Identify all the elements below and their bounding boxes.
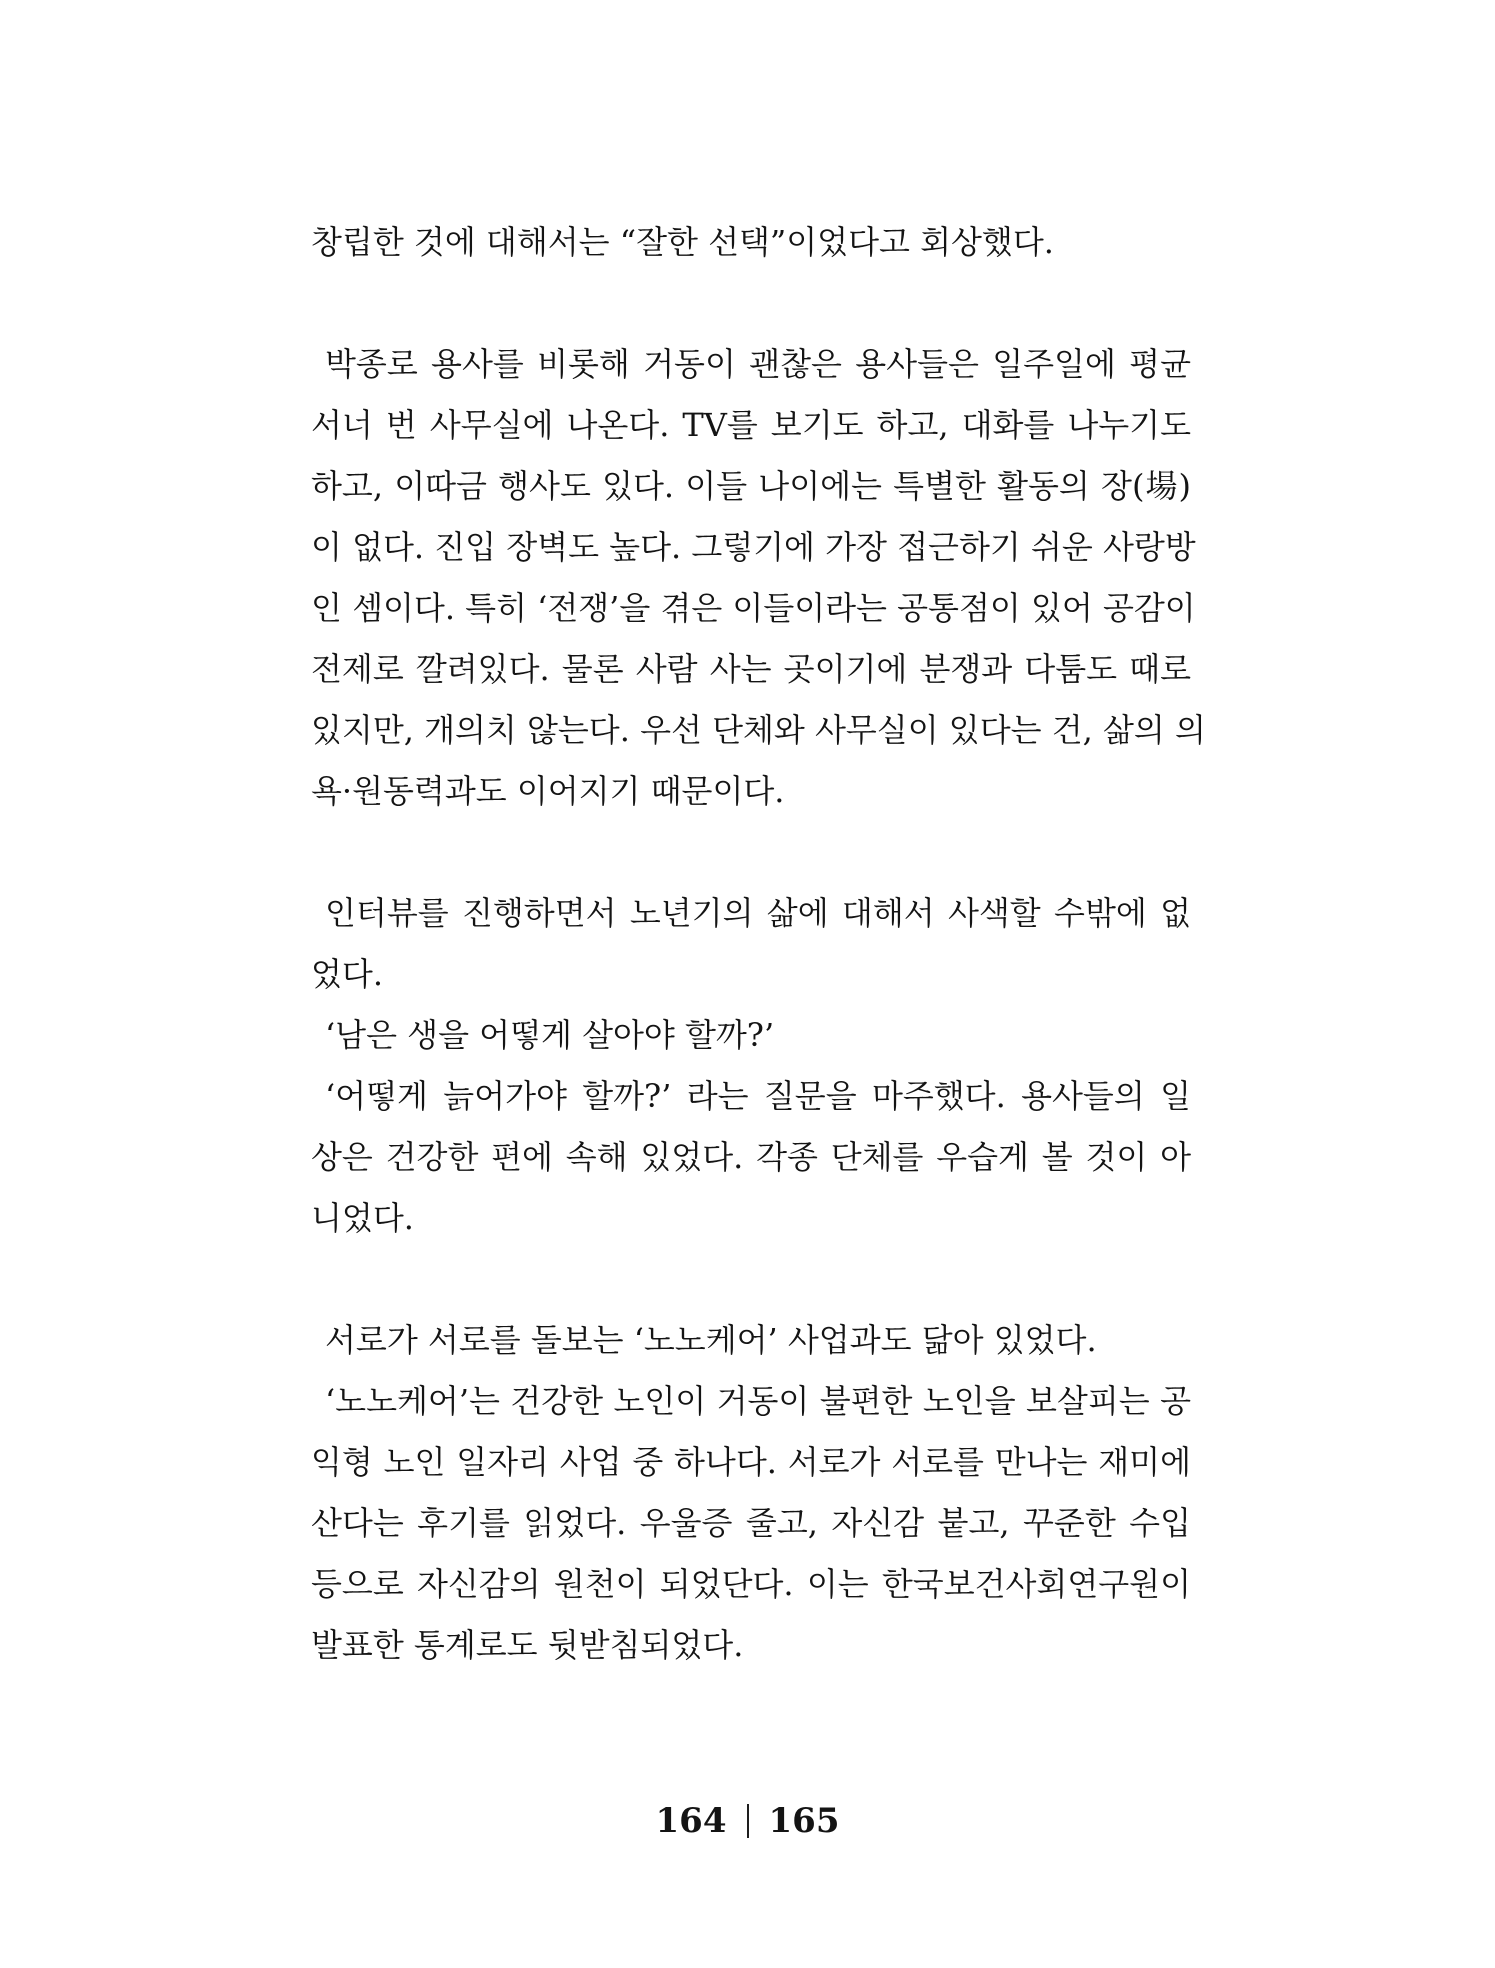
text-line: 었다.: [311, 955, 383, 993]
text-line: 창립한 것에 대해서는 “잘한 선택”이었다고 회상했다.: [311, 223, 1054, 261]
text-line: 있지만, 개의치 않는다. 우선 단체와 사무실이 있다는 건, 삶의 의: [311, 711, 1206, 749]
page-number-divider: [747, 1804, 749, 1838]
text-line: 욕·원동력과도 이어지기 때문이다.: [311, 772, 785, 810]
paragraph-gap: [311, 273, 1191, 334]
right-page-number: 165: [768, 1801, 840, 1841]
text-line: 전제로 깔려있다. 물론 사람 사는 곳이기에 분쟁과 다툼도 때로: [311, 650, 1191, 688]
text-line: 박종로 용사를 비롯해 거동이 괜찮은 용사들은 일주일에 평균: [325, 345, 1191, 383]
text-line: 상은 건강한 편에 속해 있었다. 각종 단체를 우습게 볼 것이 아: [311, 1138, 1191, 1176]
body-text: [311, 212, 1206, 1676]
text-line: 이 없다. 진입 장벽도 높다. 그렇기에 가장 접근하기 쉬운 사랑방: [311, 528, 1196, 566]
page-numbers: [0, 1796, 1495, 1846]
text-line: 인 셈이다. 특히 ‘전쟁’을 겪은 이들이라는 공통점이 있어 공감이: [311, 589, 1196, 627]
text-line: 등으로 자신감의 원천이 되었단다. 이는 한국보건사회연구원이: [311, 1565, 1191, 1603]
paragraph-gap: [311, 822, 1191, 883]
text-line: ‘어떻게 늙어가야 할까?’ 라는 질문을 마주했다. 용사들의 일: [325, 1077, 1191, 1115]
paragraph-gap: [311, 1249, 1191, 1310]
text-line: 하고, 이따금 행사도 있다. 이들 나이에는 특별한 활동의 장(場): [311, 467, 1191, 505]
left-page-number: 164: [655, 1801, 727, 1841]
text-line: 산다는 후기를 읽었다. 우울증 줄고, 자신감 붙고, 꾸준한 수입: [311, 1504, 1191, 1542]
text-line: 니었다.: [311, 1199, 414, 1237]
text-line: 익형 노인 일자리 사업 중 하나다. 서로가 서로를 만나는 재미에: [311, 1443, 1191, 1481]
text-line: 발표한 통계로도 뒷받침되었다.: [311, 1626, 744, 1664]
text-line: ‘노노케어’는 건강한 노인이 거동이 불편한 노인을 보살피는 공: [325, 1382, 1191, 1420]
text-line: 서로가 서로를 돌보는 ‘노노케어’ 사업과도 닮아 있었다.: [325, 1321, 1097, 1359]
text-line: 인터뷰를 진행하면서 노년기의 삶에 대해서 사색할 수밖에 없: [325, 894, 1191, 932]
text-line: ‘남은 생을 어떻게 살아야 할까?’: [325, 1016, 775, 1054]
text-line: 서너 번 사무실에 나온다. TV를 보기도 하고, 대화를 나누기도: [311, 406, 1191, 444]
